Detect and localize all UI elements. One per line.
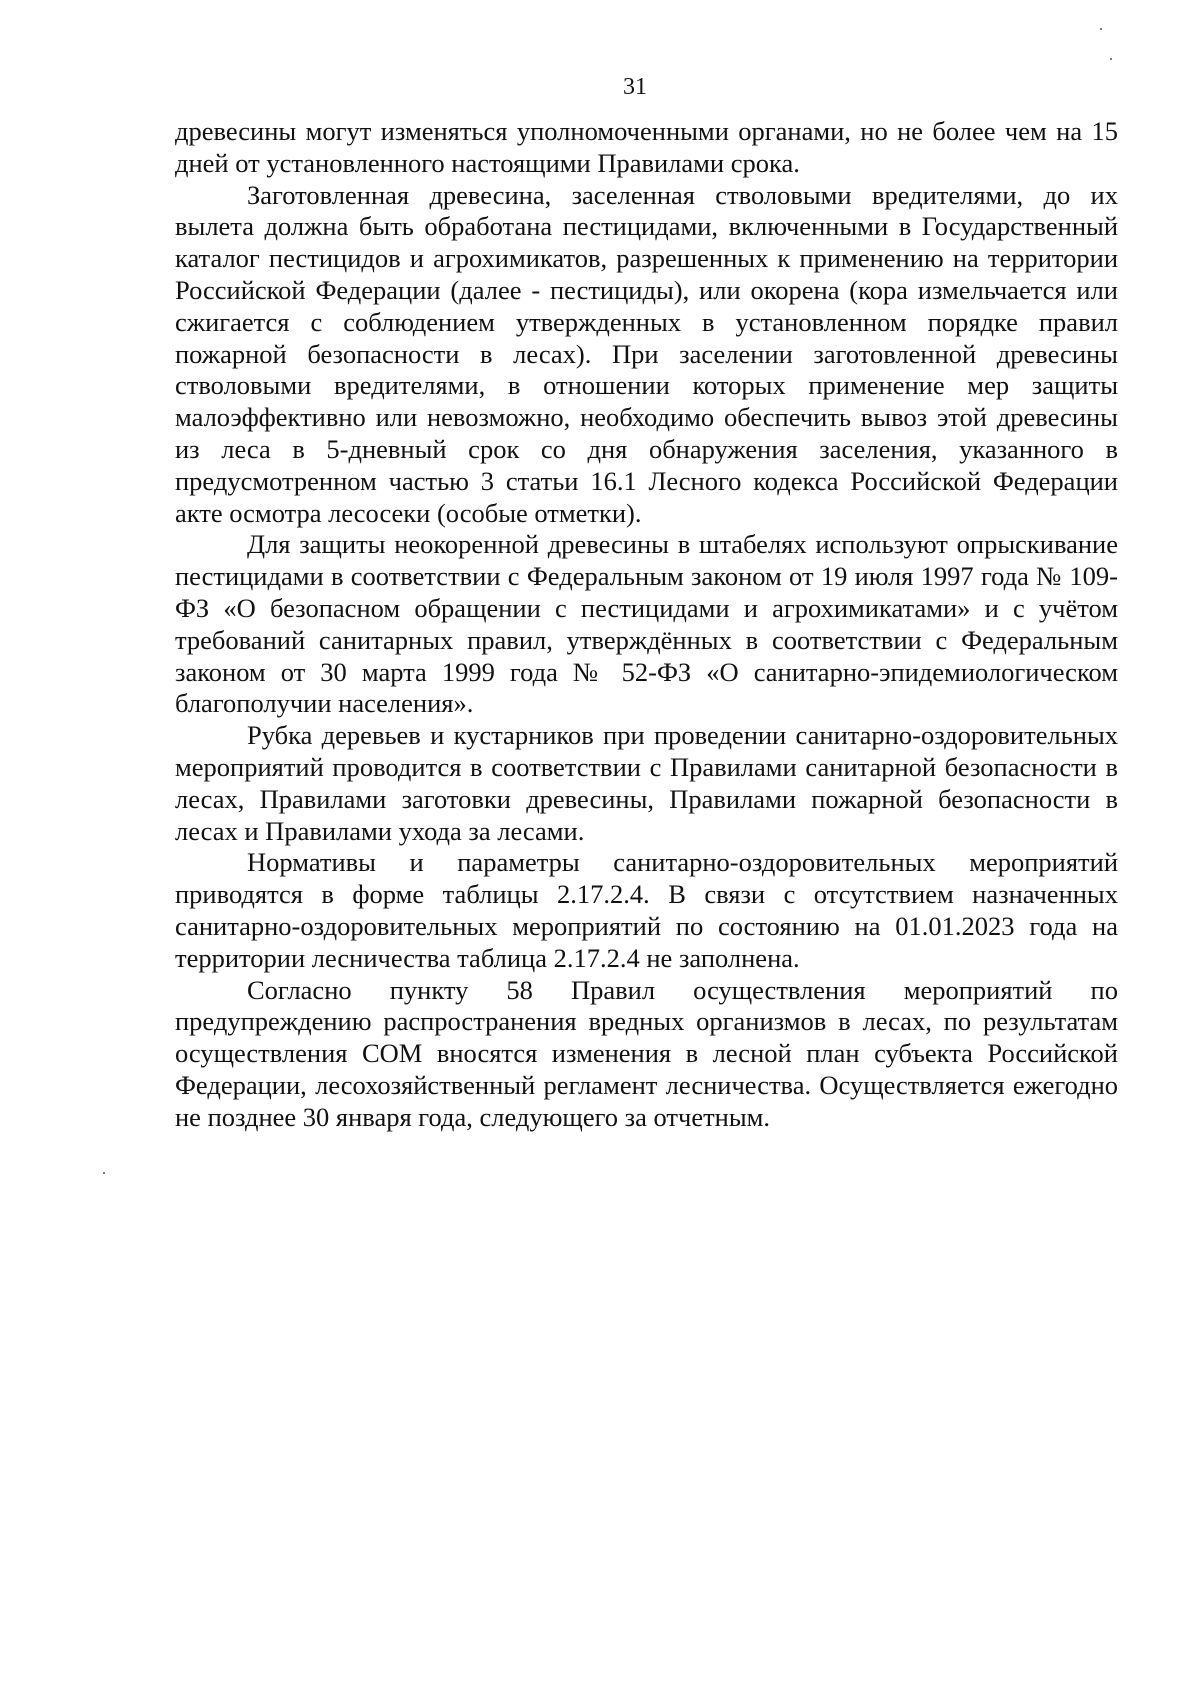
- paragraph-infested-timber: Заготовленная древесина, заселенная стволовыми вредителями, до их вылета должна быть обработана пестицидами, включенными в Государственный каталог пестицидов и агрохимикатов, разрешенных к применению на территории Российской Федерации (далее - пестициды), или окорена (кора измельчается или сжигается с соблюдением утвержденных в установленном порядке правил пожарной безопасности в лесах). При заселении заготовленной древесины стволовыми вредителями, в отношении которых применение мер защиты малоэффективно или невозможно, необходимо обеспечить вывоз этой древесины из леса в 5-дневный срок со дня обнаружения заселения, указанного в предусмотренном частью 3 статьи 16.1 Лесного кодекса Российской Федерации акте осмотра лесосеки (особые отметки).: [175, 179, 1118, 528]
- page-number: 31: [623, 74, 647, 100]
- document-body: [175, 116, 1118, 1134]
- paragraph-plan-changes: Согласно пункту 58 Правил осуществления мероприятий по предупреждению распространения вредных организмов в лесах, по результатам осуществления СОМ вносятся изменения в лесной план субъекта Российской Федерации, лесохозяйственный регламент лесничества. Осуществляется ежегодно не позднее 30 января года, следующего за отчетным.: [175, 974, 1118, 1132]
- paragraph-felling-rules: Рубка деревьев и кустарников при проведении санитарно-оздоровительных мероприятий проводится в соответствии с Правилами санитарной безопасности в лесах, Правилами заготовки древесины, Правилами пожарной безопасности в лесах и Правилами ухода за лесами.: [175, 720, 1118, 846]
- scan-speck: [1110, 58, 1112, 60]
- scan-speck: [1100, 28, 1102, 30]
- paragraph-continuation: древесины могут изменяться уполномоченными органами, но не более чем на 15 дней от установленного настоящими Правилами срока.: [175, 116, 1118, 178]
- scan-speck: [103, 1172, 105, 1174]
- paragraph-unbarked-timber-protection: Для защиты неокоренной древесины в штабелях используют опрыскивание пестицидами в соответствии с Федеральным законом от 19 июля 1997 года № 109-ФЗ «О безопасном обращении с пестицидами и агрохимикатами» и с учётом требований санитарных правил, утверждённых в соответствии с Федеральным законом от 30 марта 1999 года № 52-ФЗ «О санитарно-эпидемиологическом благополучии населения».: [175, 529, 1118, 719]
- paragraph-norms-table: Нормативы и параметры санитарно-оздоровительных мероприятий приводятся в форме таблицы 2.17.2.4. В связи с отсутствием назначенных санитарно-оздоровительных мероприятий по состоянию на 01.01.2023 года на территории лесничества таблица 2.17.2.4 не заполнена.: [175, 847, 1118, 973]
